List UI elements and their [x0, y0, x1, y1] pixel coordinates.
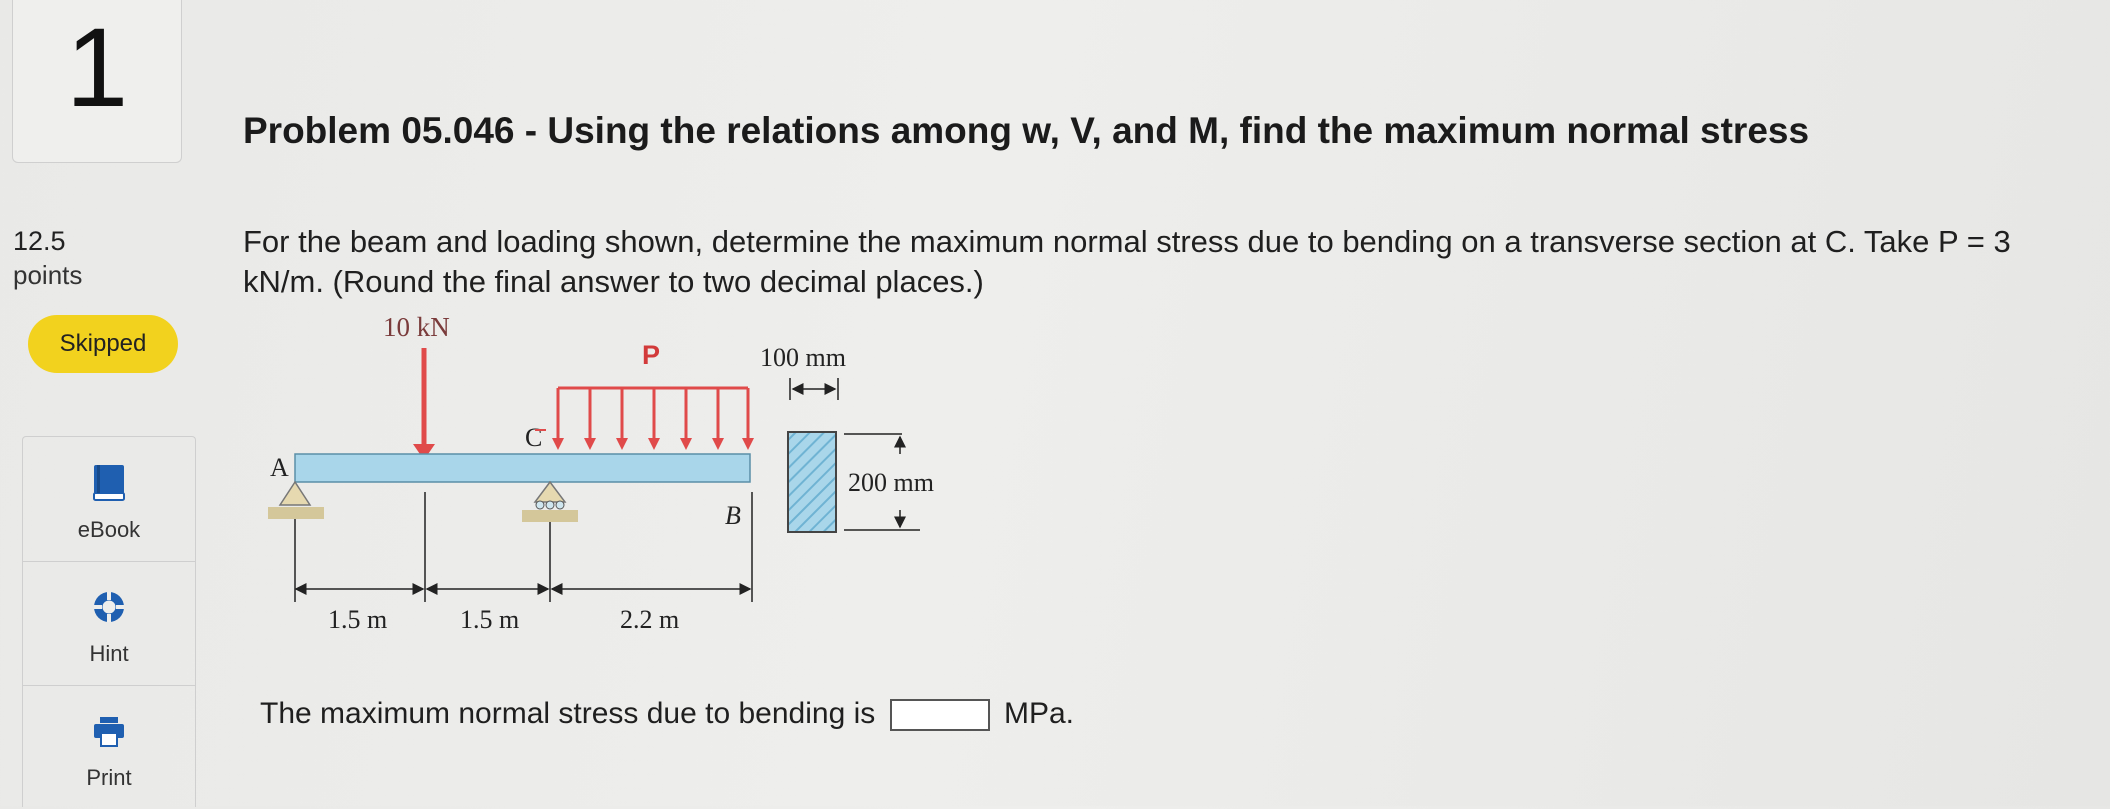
section-width-label: 100 mm — [760, 343, 846, 372]
span-2-label: 1.5 m — [460, 605, 520, 634]
label-c: C — [525, 423, 543, 452]
label-b: B — [725, 501, 741, 530]
section-height-label: 200 mm — [848, 468, 934, 497]
hint-button[interactable] — [23, 561, 195, 686]
ebook-label: eBook — [77, 517, 141, 542]
answer-row — [260, 697, 1074, 731]
print-button[interactable] — [23, 685, 195, 809]
prompt-line-1: For the beam and loading shown, determine the maximum normal stress due to bending on a transverse section at C. Take P = 3 — [243, 224, 2011, 259]
beam-diagram — [260, 302, 980, 642]
roller-support-c — [522, 482, 578, 602]
ebook-button[interactable] — [23, 437, 195, 562]
point-load-label: 10 kN — [383, 312, 450, 342]
label-a: A — [270, 453, 289, 482]
answer-unit: MPa. — [1003, 697, 1074, 730]
points-value: 12.5 — [13, 226, 66, 256]
question-number: 1 — [65, 5, 129, 130]
print-label: Print — [86, 765, 132, 790]
answer-input[interactable] — [890, 699, 990, 731]
beam — [295, 454, 750, 482]
pin-support-a — [268, 482, 324, 602]
lifebuoy-icon — [91, 587, 127, 627]
span-1-label: 1.5 m — [328, 605, 388, 634]
problem-prompt — [243, 222, 2103, 302]
cross-section — [788, 432, 836, 532]
problem-title: Problem 05.046 - Using the relations among w, V, and M, find the maximum normal stress — [243, 110, 1810, 151]
status-badge: Skipped — [28, 315, 178, 373]
points-label: points — [13, 260, 83, 290]
printer-icon — [91, 711, 127, 751]
tools-panel — [22, 436, 196, 807]
prompt-line-2: kN/m. (Round the final answer to two decimal places.) — [243, 264, 984, 299]
distributed-load-label: P — [642, 340, 661, 370]
question-number-box — [12, 0, 182, 163]
hint-label: Hint — [89, 641, 129, 666]
answer-prefix: The maximum normal stress due to bending is — [260, 697, 876, 730]
book-icon — [91, 463, 127, 503]
span-3-label: 2.2 m — [620, 605, 680, 634]
distributed-load — [552, 388, 754, 450]
